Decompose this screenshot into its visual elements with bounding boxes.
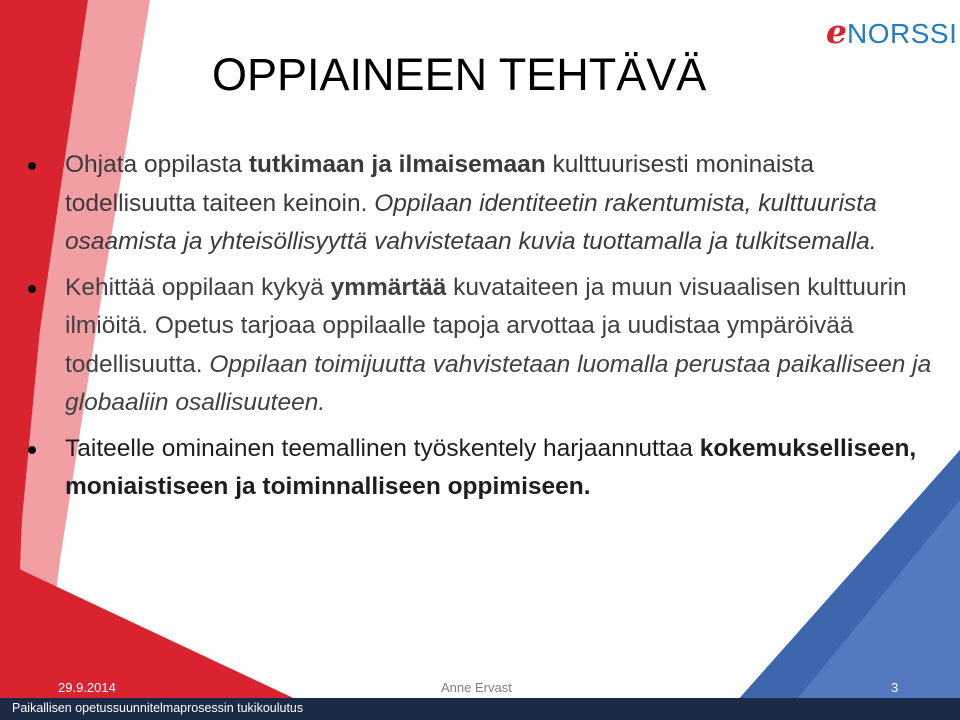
- bullet-item-2: [28, 269, 933, 423]
- bullet-1-bold: tutkimaan ja ilmaisemaan: [248, 151, 546, 178]
- logo-letter: e: [826, 12, 847, 51]
- bullet-1-text: Ohjata oppilasta: [65, 151, 249, 178]
- bullet-list: [28, 146, 933, 514]
- bullet-2-text-2: kuvataiteen ja muun visuaalisen kulttuurin ilmiöitä. Opetus tarjoaa oppilaalle tapoja arvottaa ja uudistaa ympäröivää todellisuutta.: [65, 273, 907, 378]
- slide-title: OPPIAINEEN TEHTÄVÄ: [212, 49, 707, 100]
- bullet-3-bold: kokemukselliseen, moniaistiseen ja toiminnalliseen oppimiseen.: [65, 434, 917, 500]
- slide-footer: [0, 676, 960, 700]
- footer-date: 29.9.2014: [58, 680, 116, 695]
- footer-author: Anne Ervast: [441, 680, 512, 695]
- bullet-dot-icon: [28, 446, 36, 454]
- bullet-3-text: Taiteelle ominainen teemallinen työskentely harjaannuttaa: [65, 434, 700, 462]
- footer-page-number: 3: [891, 680, 899, 695]
- enorssi-logo: [826, 14, 957, 50]
- bullet-1-italic: Oppilaan identiteetin rakentumista, kulttuurista osaamista ja yhteisöllisyyttä vahvistetaan kuvia tuottamalla ja tulkitsemalla.: [65, 189, 877, 255]
- bullet-1-text-2: kulttuurisesti moninaista todellisuutta taiteen keinoin.: [65, 151, 814, 217]
- bullet-item-1: [28, 146, 933, 262]
- bottom-bar-text: Paikallisen opetussuunnitelmaprosessin tukikoulutus: [12, 701, 304, 715]
- bullet-dot-icon: [28, 162, 36, 170]
- bullet-dot-icon: [28, 285, 36, 293]
- bullet-2-italic: Oppilaan toimijuutta vahvistetaan luomalla perustaa paikalliseen ja globaaliin osallisuuteen.: [65, 350, 932, 416]
- bullet-2-text: Kehittää oppilaan kykyä: [65, 273, 331, 301]
- bullet-item-3: [28, 430, 933, 507]
- logo-text: NORSSI: [847, 18, 958, 49]
- bullet-2-bold: ymmärtää: [330, 273, 447, 301]
